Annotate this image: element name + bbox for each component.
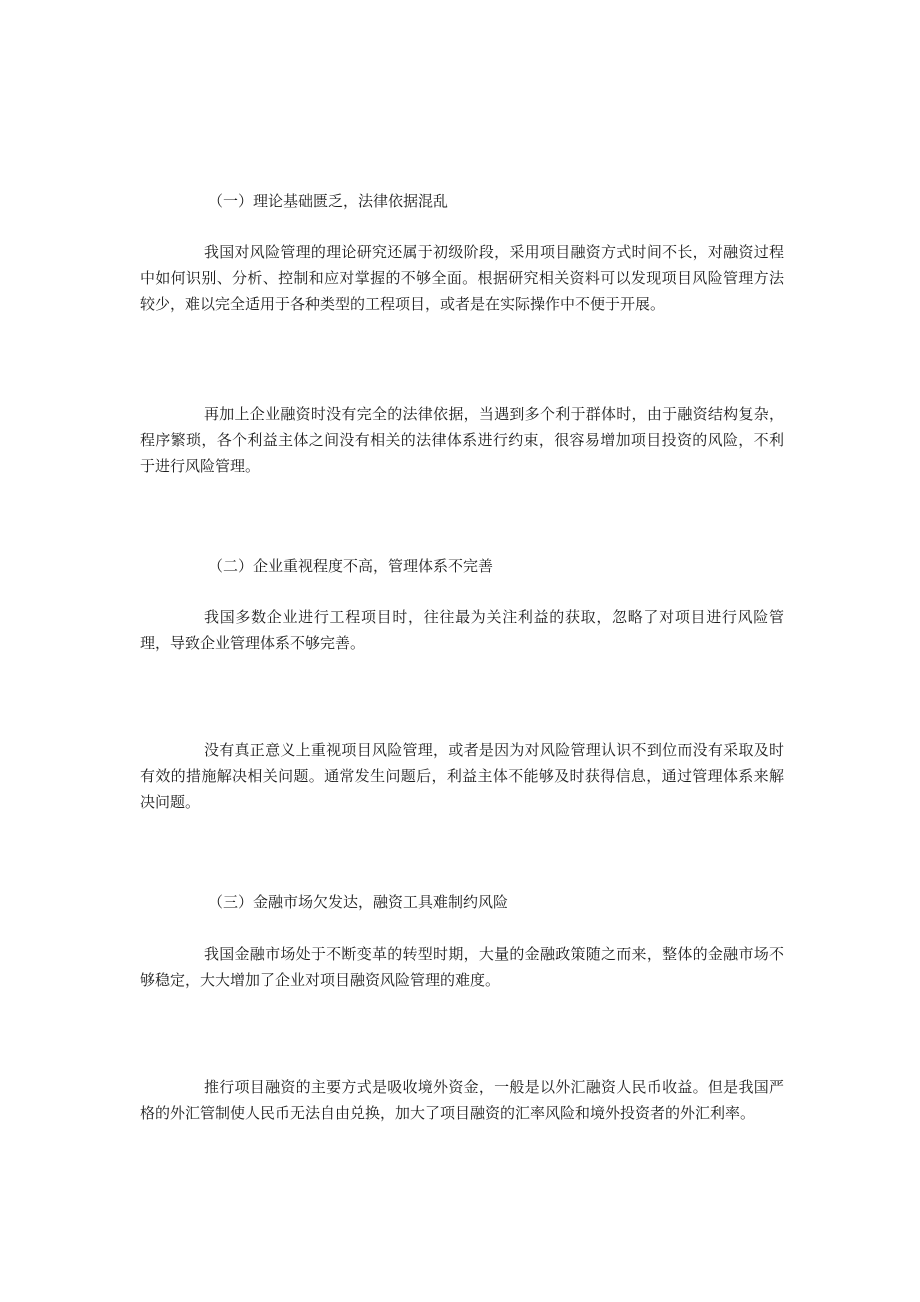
paragraph: 没有真正意义上重视项目风险管理，或者是因为对风险管理认识不到位而没有采取及时有效的措施解决相关问题。通常发生问题后，利益主体不能够及时获得信息，通过管理体系来解决问题。 (140, 741, 784, 811)
section-heading-2: （二）企业重视程度不高，管理体系不完善 (208, 557, 494, 575)
paragraph: 我国金融市场处于不断变革的转型时期，大量的金融政策随之而来，整体的金融市场不够稳定，大大增加了企业对项目融资风险管理的难度。 (140, 945, 784, 989)
paragraph: 我国对风险管理的理论研究还属于初级阶段，采用项目融资方式时间不长，对融资过程中如何识别、分析、控制和应对掌握的不够全面。根据研究相关资料可以发现项目风险管理方法较少，难以完全适用于各种类型的工程项目，或者是在实际操作中不便于开展。 (140, 243, 784, 313)
section-heading-1: （一）理论基础匮乏，法律依据混乱 (208, 192, 449, 210)
paragraph: 再加上企业融资时没有完全的法律依据，当遇到多个利于群体时，由于融资结构复杂，程序繁琐，各个利益主体之间没有相关的法律体系进行约束，很容易增加项目投资的风险，不利于进行风险管理。 (140, 405, 784, 475)
paragraph: 我国多数企业进行工程项目时，往往最为关注利益的获取，忽略了对项目进行风险管理，导致企业管理体系不够完善。 (140, 608, 784, 652)
section-heading-3: （三）金融市场欠发达，融资工具难制约风险 (208, 893, 509, 911)
paragraph: 推行项目融资的主要方式是吸收境外资金，一般是以外汇融资人民币收益。但是我国严格的外汇管制使人民币无法自由兑换，加大了项目融资的汇率风险和境外投资者的外汇利率。 (140, 1078, 784, 1122)
